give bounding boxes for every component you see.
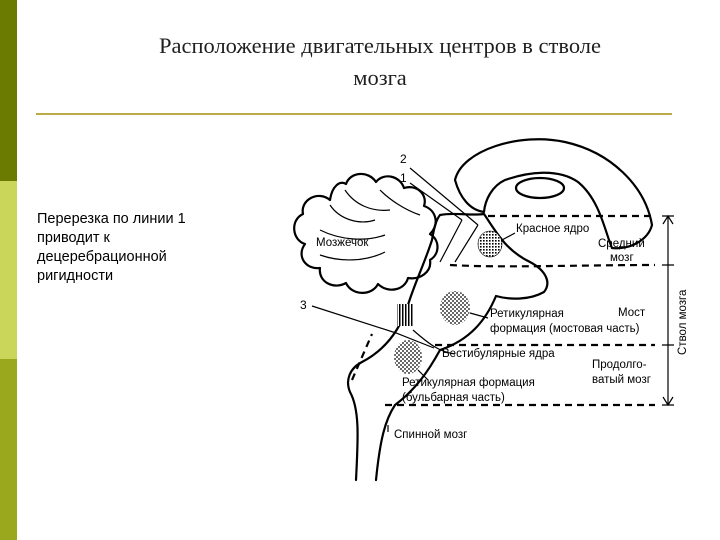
label-brainstem: Ствол мозга [677, 289, 689, 355]
title-divider [36, 113, 672, 115]
leader-red-nucleus [502, 233, 515, 240]
label-medulla-1: Продолго- [592, 359, 647, 371]
cut-number-1: 1 [400, 171, 407, 185]
body-line-4: ригидности [37, 268, 114, 284]
slide-title-line-2: мозга [353, 65, 407, 90]
body-line-1: Перерезка по линии 1 [37, 211, 186, 227]
midbrain-pons-boundary [450, 265, 655, 266]
slide-title-line-1: Расположение двигательных центров в стволе [158, 33, 602, 58]
brainstem-bracket [662, 216, 674, 405]
label-pontine-reticular-2: формация (мостовая часть) [490, 323, 640, 335]
label-spinal-cord: Спинной мозг [394, 429, 468, 441]
brainstem-diagram [280, 138, 700, 488]
cerebellum-outline [294, 174, 437, 293]
slide-title [60, 30, 700, 94]
label-medulla-2: ватый мозг [592, 374, 651, 386]
body-line-3: децеребрационной [37, 249, 167, 265]
red-nucleus-region [478, 231, 502, 257]
label-red-nucleus: Красное ядро [516, 223, 590, 235]
label-pontine-reticular-1: Ретикулярная [490, 308, 564, 320]
vestibular-nuclei-region [397, 304, 413, 326]
label-midbrain-2: мозг [610, 252, 634, 264]
label-pons: Мост [618, 307, 646, 319]
slide-body-text [37, 210, 267, 286]
pontine-reticular-region [440, 291, 470, 325]
label-bulbar-reticular-2: (бульбарная часть) [402, 392, 505, 404]
side-accent-bar-bottom [0, 359, 17, 540]
cut-number-3: 3 [300, 298, 307, 312]
cut-number-2: 2 [400, 152, 407, 166]
label-vestibular: Вестибулярные ядра [442, 348, 555, 360]
label-cerebellum: Мозжечок [316, 237, 369, 249]
label-midbrain-1: Средний [598, 238, 645, 250]
bulbar-reticular-region [394, 340, 422, 374]
side-accent-bar-middle [0, 181, 17, 359]
thalamus-ellipse [516, 178, 564, 198]
cut-line-3-pointer [312, 306, 434, 348]
side-accent-bar-top [0, 0, 17, 181]
label-bulbar-reticular-1: Ретикулярная формация [402, 377, 535, 389]
body-line-2: приводит к [37, 230, 110, 246]
cerebellum-folia [320, 190, 420, 260]
